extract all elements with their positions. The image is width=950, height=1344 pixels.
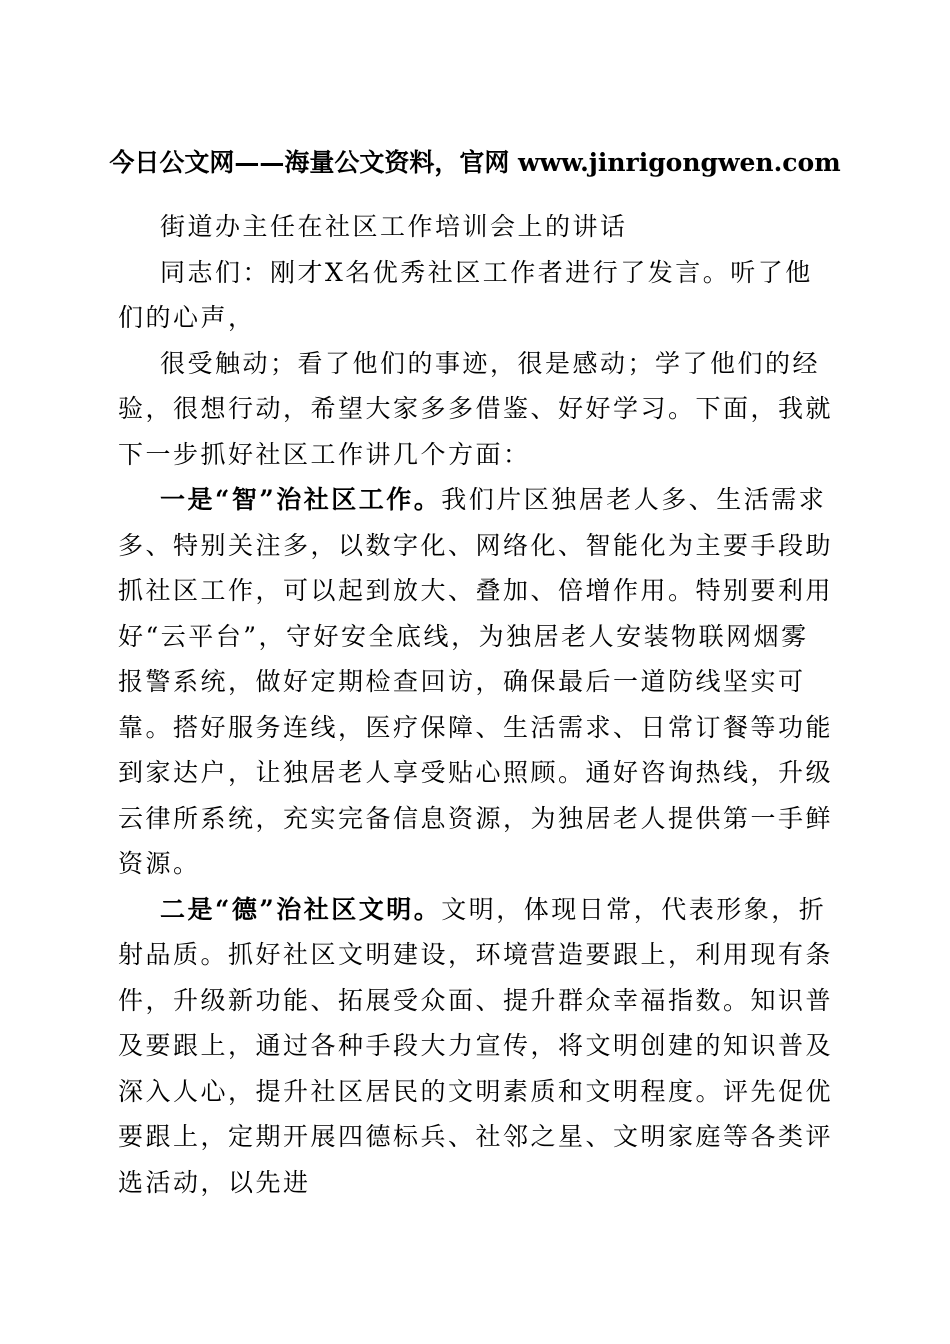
point-one-heading: 一是“智”治社区工作。	[160, 485, 442, 514]
paragraph-point-two	[118, 887, 834, 1206]
paragraph-greeting: 同志们：刚才X名优秀社区工作者进行了发言。听了他们的心声，	[118, 257, 813, 332]
point-one-body: 我们片区独居老人多、生活需求多、特别关注多，以数字化、网络化、智能化为主要手段助抓社区工作，可以起到放大、叠加、倍增作用。特别要利用好“云平台”，守好安全底线，为独居老人安装物联网烟雾报警系统，做好定期检查回访，确保最后一道防线坚实可靠。搭好服务连线，医疗保障、生活需求、日常订餐等功能到家达户，让独居老人享受贴心照顾。通好咨询热线，升级云律所系统，充实完备信息资源，为独居老人提供第一手鲜资源。	[118, 485, 834, 878]
paragraph-intro: 很受触动；看了他们的事迹，很是感动；学了他们的经验，很想行动，希望大家多多借鉴、好好学习。下面，我就下一步抓好社区工作讲几个方面：	[118, 348, 834, 469]
document-title: 街道办主任在社区工作培训会上的讲话	[160, 212, 628, 241]
site-header: 今日公文网——海量公文资料，官网 www.jinrigongwen.com	[109, 148, 841, 177]
point-two-heading: 二是“德”治社区文明。	[160, 894, 442, 924]
paragraph-point-one	[118, 477, 834, 887]
document-body	[118, 204, 834, 1205]
point-two-body: 文明，体现日常，代表形象，折射品质。抓好社区文明建设，环境营造要跟上，利用现有条件，升级新功能、拓展受众面、提升群众幸福指数。知识普及要跟上，通过各种手段大力宣传，将文明创建的知识普及深入人心，提升社区居民的文明素质和文明程度。评先促优要跟上，定期开展四德标兵、社邻之星、文明家庭等各类评选活动，以先进	[118, 894, 834, 1197]
